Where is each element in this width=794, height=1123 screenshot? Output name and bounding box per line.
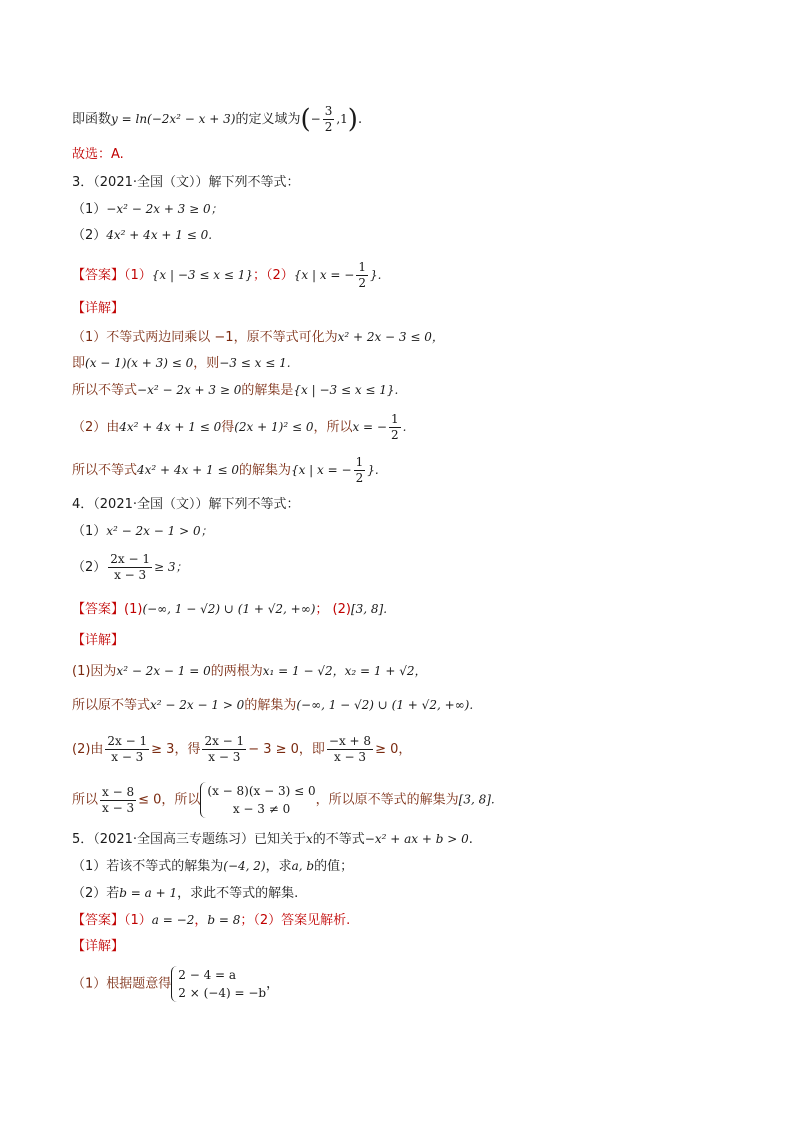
q3-d4-text-a: （2）由 bbox=[72, 420, 120, 435]
q4-p2-tail: ≥ 3； bbox=[154, 560, 188, 574]
q4-d3-fraction-3 bbox=[327, 734, 373, 765]
q4-p2-fraction bbox=[108, 552, 152, 583]
q4-d4-sys-2: x − 3 ≠ 0 bbox=[232, 802, 291, 816]
q3-d4-den: 2 bbox=[390, 428, 399, 442]
q4-answer-1-math: (−∞, 1 − √2) ∪ (1 + √2, +∞) bbox=[142, 602, 316, 616]
q3-detail-label-text: 【详解】 bbox=[72, 301, 125, 316]
q3-p1-math: −x² − 2x + 3 ≥ 0； bbox=[106, 202, 223, 216]
q4-d3-f1-num: 2x − 1 bbox=[107, 734, 148, 748]
q5-answer-label: 【答案】 bbox=[72, 913, 125, 928]
q4-d3-f1-den: x − 3 bbox=[111, 750, 144, 764]
q4-d4-math: [3, 8]. bbox=[458, 792, 495, 807]
q5-d1-text: （1）根据题意得 bbox=[72, 976, 172, 992]
q3-answer-label: 【答案】 bbox=[72, 268, 125, 283]
q4-d1-math2: x₁ = 1 − √2， bbox=[262, 664, 345, 678]
prev-frac-den: 2 bbox=[324, 120, 333, 134]
q4-p1-math: x² − 2x − 1 > 0； bbox=[106, 524, 213, 538]
q4-p2-label: （2） bbox=[72, 560, 107, 575]
q4-d3-t1: ≥ 3，得 bbox=[151, 742, 201, 757]
q4-d4-f-num: x − 8 bbox=[102, 784, 135, 799]
q5-part-2 bbox=[72, 884, 298, 903]
q4-d4-text-b: ，所以原不等式的解集为 bbox=[315, 792, 459, 808]
q3-answer-2-end: }. bbox=[369, 268, 382, 282]
q3-p1-label: （1） bbox=[72, 202, 107, 217]
q3-d1-math: x² + 2x − 3 ≤ 0， bbox=[337, 330, 444, 344]
q3-detail-line-2 bbox=[72, 354, 291, 373]
q3-d2-text-a: 即 bbox=[72, 356, 86, 371]
prev-conclusion-line bbox=[72, 104, 362, 135]
prev-func: y = ln(−2x² − x + 3) bbox=[111, 112, 236, 126]
right-paren-icon: ) bbox=[347, 104, 358, 135]
q3-d5-math: 4x² + 4x + 1 ≤ 0 bbox=[137, 463, 239, 477]
q4-p2-num: 2x − 1 bbox=[110, 552, 151, 566]
q3-d5-text-b: 的解集为 bbox=[238, 463, 291, 478]
q3-d4-text-c: ，所以 bbox=[313, 420, 353, 435]
q4-d4-t1: ≤ 0，所以 bbox=[138, 792, 201, 808]
q4-d3-text-a: (2)由 bbox=[72, 742, 104, 757]
q5-p2-a: （2）若 bbox=[72, 886, 120, 901]
q4-detail-line-3 bbox=[72, 734, 411, 765]
q5-answer-1-label: （1） bbox=[124, 913, 152, 928]
q4-d2-math2: (−∞, 1 − √2) ∪ (1 + √2, +∞). bbox=[296, 698, 474, 712]
q3-d4-end: . bbox=[402, 420, 407, 434]
q3-p2-math: 4x² + 4x + 1 ≤ 0. bbox=[106, 228, 213, 242]
q4-answer-label: 【答案】 bbox=[72, 602, 125, 617]
prev-minus: − bbox=[310, 112, 321, 126]
q5-p2-math: b = a + 1 bbox=[119, 886, 178, 900]
q3-detail-label bbox=[72, 300, 124, 318]
q5-title-end: . bbox=[468, 832, 473, 847]
q5-title bbox=[72, 830, 473, 849]
q3-d4-math2: (2x + 1)² ≤ 0 bbox=[234, 420, 314, 434]
q4-d1-math3: x₂ = 1 + √2， bbox=[344, 664, 427, 678]
q4-d1-text-a: (1)因为 bbox=[72, 664, 117, 679]
q4-title-text: 4．（2021·全国（文））解下列不等式： bbox=[72, 497, 300, 512]
q5-p1-math: (−4, 2) bbox=[223, 859, 266, 873]
q3-p2-label: （2） bbox=[72, 228, 107, 243]
q4-d3-t3: ≥ 0， bbox=[375, 742, 412, 757]
q4-detail-label-text: 【详解】 bbox=[72, 633, 125, 648]
q4-detail-label bbox=[72, 632, 124, 650]
q5-detail-line-1 bbox=[72, 966, 279, 1002]
q3-d3-text-b: 的解集是 bbox=[241, 383, 294, 398]
q5-detail-label bbox=[72, 938, 124, 956]
q4-p1-label: （1） bbox=[72, 524, 107, 539]
prev-period: . bbox=[357, 112, 363, 127]
q5-p1-b: ，求 bbox=[265, 859, 292, 874]
q3-d5-num: 1 bbox=[355, 455, 364, 469]
q3-answer-1-math: {x | −3 ≤ x ≤ 1} bbox=[151, 268, 253, 282]
q3-d3-text-a: 所以不等式 bbox=[72, 383, 138, 398]
left-paren-icon: ( bbox=[300, 104, 311, 135]
q4-d1-math: x² − 2x − 1 = 0 bbox=[116, 664, 211, 678]
q3-d4-text-b: 得 bbox=[221, 420, 235, 435]
q3-d3-math2: {x | −3 ≤ x ≤ 1}. bbox=[293, 383, 399, 397]
q3-answer-2-fraction bbox=[356, 260, 368, 291]
q5-title-math: −x² + ax + b > 0 bbox=[364, 832, 469, 846]
q4-answer-1-label: (1) bbox=[124, 602, 143, 617]
q3-detail-line-3 bbox=[72, 381, 398, 400]
q3-title-text: 3．（2021·全国（文））解下列不等式： bbox=[72, 175, 300, 190]
q3-d4-math3: x = − bbox=[352, 420, 387, 434]
q3-d2-math2: −3 ≤ x ≤ 1. bbox=[219, 356, 291, 370]
q5-answer bbox=[72, 911, 350, 930]
q4-d3-f2-den: x − 3 bbox=[208, 750, 241, 764]
q4-d4-sys-1: (x − 8)(x − 3) ≤ 0 bbox=[207, 784, 316, 798]
q3-part-1 bbox=[72, 200, 223, 219]
q5-d1-sys-1: 2 − 4 = a bbox=[178, 968, 237, 982]
q4-detail-line-1 bbox=[72, 662, 427, 681]
q4-answer-sep: ； (2) bbox=[315, 602, 351, 617]
q4-title bbox=[72, 496, 300, 514]
q4-d3-f3-num: −x + 8 bbox=[328, 734, 372, 748]
q5-p1-math2: a, b bbox=[291, 859, 315, 873]
q5-part-1 bbox=[72, 857, 353, 876]
q4-d2-math: x² − 2x − 1 > 0 bbox=[150, 698, 245, 712]
q3-a2-num: 1 bbox=[358, 260, 366, 274]
prev-answer-label: 故选：A. bbox=[72, 147, 124, 162]
q5-detail-label-text: 【详解】 bbox=[72, 939, 125, 954]
q4-d2-text-a: 所以原不等式 bbox=[72, 698, 151, 713]
q5-answer-math1: a = −2 bbox=[151, 913, 195, 927]
prev-answer-choice bbox=[72, 146, 124, 164]
q3-part-2 bbox=[72, 226, 212, 245]
q4-part-2 bbox=[72, 552, 188, 583]
q4-answer-2-math: [3, 8]. bbox=[350, 602, 388, 616]
q3-answer-sep: ；（2） bbox=[252, 268, 294, 283]
q3-d4-num: 1 bbox=[390, 412, 399, 426]
q3-answer bbox=[72, 260, 381, 291]
q4-d2-text-b: 的解集为 bbox=[244, 698, 297, 713]
q5-p1-a: （1）若该不等式的解集为 bbox=[72, 859, 224, 874]
q3-d1-text: （1）不等式两边同乘以 −1，原不等式可化为 bbox=[72, 330, 338, 345]
q3-a2-den: 2 bbox=[358, 276, 366, 290]
q4-part-1 bbox=[72, 522, 213, 541]
q3-d4-fraction bbox=[389, 412, 401, 443]
q3-answer-2-math: {x | x = − bbox=[293, 268, 355, 282]
q3-d5-math2: {x | x = − bbox=[290, 463, 352, 477]
q4-d4-fraction bbox=[100, 785, 136, 816]
q3-d2-text-b: ，则 bbox=[193, 356, 220, 371]
q5-d1-sys-2: 2 × (−4) = −b bbox=[178, 986, 267, 1000]
q4-d3-f3-den: x − 3 bbox=[333, 750, 367, 764]
q3-d5-end: }. bbox=[367, 463, 379, 477]
q3-d2-math: (x − 1)(x + 3) ≤ 0 bbox=[85, 356, 194, 370]
q5-p2-b: ，求此不等式的解集. bbox=[177, 886, 299, 901]
prev-fraction bbox=[323, 104, 335, 135]
q4-d4-text-a: 所以 bbox=[72, 792, 99, 808]
prev-text-2: 的定义域为 bbox=[235, 112, 301, 127]
q5-answer-math2: b = 8 bbox=[207, 913, 241, 927]
q3-d4-math: 4x² + 4x + 1 ≤ 0 bbox=[119, 420, 222, 434]
prev-text-1: 即函数 bbox=[72, 112, 112, 127]
q5-d1-end: ， bbox=[266, 976, 280, 992]
q4-d3-t2: − 3 ≥ 0，即 bbox=[248, 742, 325, 757]
q3-detail-line-5 bbox=[72, 455, 379, 486]
q5-d1-system bbox=[171, 966, 266, 1002]
q3-detail-line-4 bbox=[72, 412, 406, 443]
q3-answer-1-label: （1） bbox=[124, 268, 152, 283]
q3-title bbox=[72, 174, 300, 192]
q4-d4-f-den: x − 3 bbox=[102, 800, 135, 815]
q5-answer-2: ；（2）答案见解析. bbox=[240, 913, 351, 928]
q4-d3-fraction-1 bbox=[105, 734, 149, 765]
q3-d5-fraction bbox=[354, 455, 366, 486]
q3-d5-den: 2 bbox=[355, 471, 364, 485]
q4-detail-line-2 bbox=[72, 696, 473, 715]
q4-answer bbox=[72, 600, 387, 619]
q5-title-x: x bbox=[306, 832, 313, 846]
q4-d1-text-b: 的两根为 bbox=[210, 664, 263, 679]
q5-p1-c: 的值； bbox=[314, 859, 354, 874]
q3-detail-line-1 bbox=[72, 328, 444, 347]
prev-tail: ,1 bbox=[336, 112, 348, 126]
q5-title-a: 5．（2021·全国高三专题练习）已知关于 bbox=[72, 832, 306, 847]
q4-d4-system bbox=[200, 782, 315, 818]
q4-detail-line-4 bbox=[72, 782, 495, 818]
q4-d3-f2-num: 2x − 1 bbox=[204, 734, 245, 748]
q4-p2-den: x − 3 bbox=[114, 568, 147, 582]
prev-frac-num: 3 bbox=[324, 104, 333, 118]
q5-title-b: 的不等式 bbox=[312, 832, 365, 847]
q3-d3-math: −x² − 2x + 3 ≥ 0 bbox=[137, 383, 242, 397]
q3-d5-text-a: 所以不等式 bbox=[72, 463, 138, 478]
q5-answer-sep: ， bbox=[194, 913, 208, 928]
q4-d3-fraction-2 bbox=[202, 734, 246, 765]
